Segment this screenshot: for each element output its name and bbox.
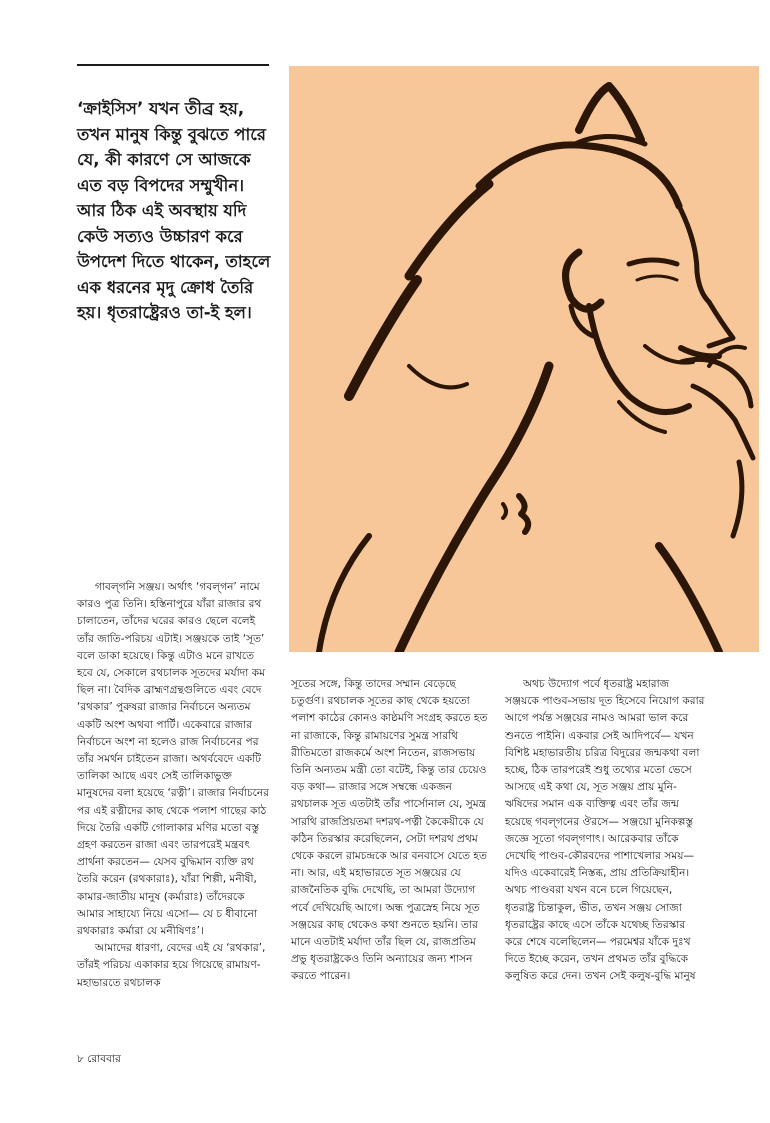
pull-quote: ‘ক্রাইসিস’ যখন তীব্র হয়, তখন মানুষ কিন্তু বুঝতে পারে যে, কী কারণে সে আজকে এত বড় বিপদের সম্মুখীন। আর ঠিক এই অবস্থায় যদি কেউ সত্যও উচ্চারণ করে উপদেশ দিতে থাকেন, তাহলে এক ধরনের মৃদু ক্রোধ তৈরি হয়। ধৃতরাষ্ট্রেরও তা-ই হল। xyxy=(77,99,271,322)
top-rule xyxy=(77,64,269,66)
page-folio: ৮ রোববার xyxy=(77,1053,121,1065)
paragraph: গাবল্‌গনি সঞ্জয়। অর্থাৎ ‘গবল্‌গন’ নামে কারও পুত্র তিনি। হস্তিনাপুরে যাঁরা রাজার রথ চালাতেন, তাঁদের ঘরের কারও ছেলে বলেই তাঁর জাতি-পরিচয় এটাই। সঞ্জয়কে তাই ‘সূত’ বলে ডাকা হয়েছে। কিন্তু এটাও মনে রাখতে হবে যে, সেকালে রথচালক সূতদের মর্যাদা কম ছিল না। বৈদিক ব্রাহ্মণগ্রন্থগুলিতে এবং বেদে ‘রথকার’ পুরুষরা রাজার নির্বাচনে অন্যতম একটি অংশ অথবা পার্টি। একেবারে রাজার নির্বাচনে অংশ না হলেও রাজ নির্বাচনের পর তাঁর সমর্থন চাইতেন রাজা। অথর্ববেদে একটি তালিকা আছে এবং সেই তালিকাভুক্ত মানুষদের বলা হয়েছে ‘রত্নী’। রাজার নির্বাচনের পর এই রত্নীদের কাছ থেকে পলাশ গাছের কাঠ দিয়ে তৈরি একটি গোলাকার মণির মতো বস্তু গ্রহণ করতেন রাজা এবং তারপরেই মন্ত্রবৎ প্রার্থনা করতেন— যেসব বুদ্ধিমান ব্যক্তি রথ তৈরি করেন (রথকারাঃ), যাঁরা শিল্পী, মনীষী, কামার-জাতীয় মানুষ (কর্মারাঃ) তাঁদেরকে আমার সাহায্যে নিয়ে এসো— যে চ ধীবানো রথকারাঃ কর্মারা যে মনীষিণঃ’। xyxy=(77,581,270,938)
sage-portrait-illustration xyxy=(289,66,759,652)
body-column-1 xyxy=(77,579,271,992)
body-column-3 xyxy=(505,676,705,986)
paragraph: সূতের সঙ্গে, কিন্তু তাদের সম্মান বেড়েছে চতুর্গুণ। রথচালক সূতের কাছ থেকে হয়তো পলাশ কাঠের কোনও কাষ্ঠমণি সংগ্রহ করতে হত না রাজাকে, কিন্তু রামায়ণের সুমন্ত্র সারথি রীতিমতো রাজকর্মে অংশ নিতেন, রাজসভায় তিনি অন্যতম মন্ত্রী তো বটেই, কিন্তু তার চেয়েও বড় কথা— রাজার সঙ্গে সম্বন্ধে একজন রথচালক সূত এতটাই তাঁর পার্সোনাল যে, সুমন্ত্র সারথি রাজপ্রিয়তমা দশরথ-পত্নী কৈকেয়ীকে যে কঠিন তিরস্কার করেছিলেন, সেটা দশরথ প্রথম থেকে করলে রামচন্দ্রকে আর বনবাসে যেতে হত না। আর, এই মহাভারতে সূত সঞ্জয়ের যে রাজনৈতিক বুদ্ধি দেখেছি, তা আমরা উদ্যোগ পর্বে দেখিয়েছি আগে। অন্ধ পুত্রস্নেহ নিয়ে সূত সঞ্জয়ের কাছ থেকেও কথা শুনতে হয়নি। তার মানে এতটাই মর্যাদা তাঁর ছিল যে, রাজপ্রতিম প্রভু ধৃতরাষ্ট্রকেও তিনি অন্যায়ের জন্য শাসন করতে পারেন। xyxy=(291,678,488,983)
paragraph: আমাদের ধারণা, বেদের এই যে ‘রথকার’, তাঁরই পরিচয় একাকার হয়ে গিয়েছে রামায়ণ-মহাভারতে রথচালক xyxy=(77,942,266,989)
paragraph: অথচ উদ্যোগ পর্বে ধৃতরাষ্ট্র মহারাজ সঞ্জয়কে পাণ্ডব-সভায় দূত হিসেবে নিয়োগ করার আগে পর্যন্ত সঞ্জয়ের নামও আমরা ভাল করে শুনতে পাইনি। একবার সেই আদিপর্বে— যখন বিশিষ্ট মহাভারতীয় চরিত্র বিদুরের জন্মকথা বলা হচ্ছে, ঠিক তারপরেই শুধু তথ্যের মতো ভেসে আসছে এই কথা যে, সূত সঞ্জয় প্রায় মুনি-ঋষিদের সমান এক ব্যক্তিত্ব এবং তাঁর জন্ম হয়েছে গবল্‌গনের ঔরসে— সঞ্জয়ো মুনিকল্পস্তু জজ্ঞে সূতো গবল্‌গণাৎ। আরেকবার তাঁকে দেখেছি পাণ্ডব-কৌরবদের পাশাখেলার সময়— যদিও একেবারেই নিস্তব্ধ, প্রায় প্রতিক্রিয়াহীন। অথচ পাণ্ডবরা যখন বনে চলে গিয়েছেন, ধৃতরাষ্ট্র চিন্তাকুল, ভীত, তখন সঞ্জয় সোজা ধৃতরাষ্ট্রের কাছে এসে তাঁকে যথেচ্ছ তিরস্কার করে শেষে বলেছিলেন— পরমেশ্বর যাঁকে দুঃখ দিতে ইচ্ছে করেন, তখন প্রথমত তাঁর বুদ্ধিকে কলুষিত করে দেন। তখন সেই কলুষ-বুদ্ধি মানুষ xyxy=(505,678,705,983)
body-column-2 xyxy=(291,676,489,986)
sage-portrait-svg xyxy=(289,66,759,652)
